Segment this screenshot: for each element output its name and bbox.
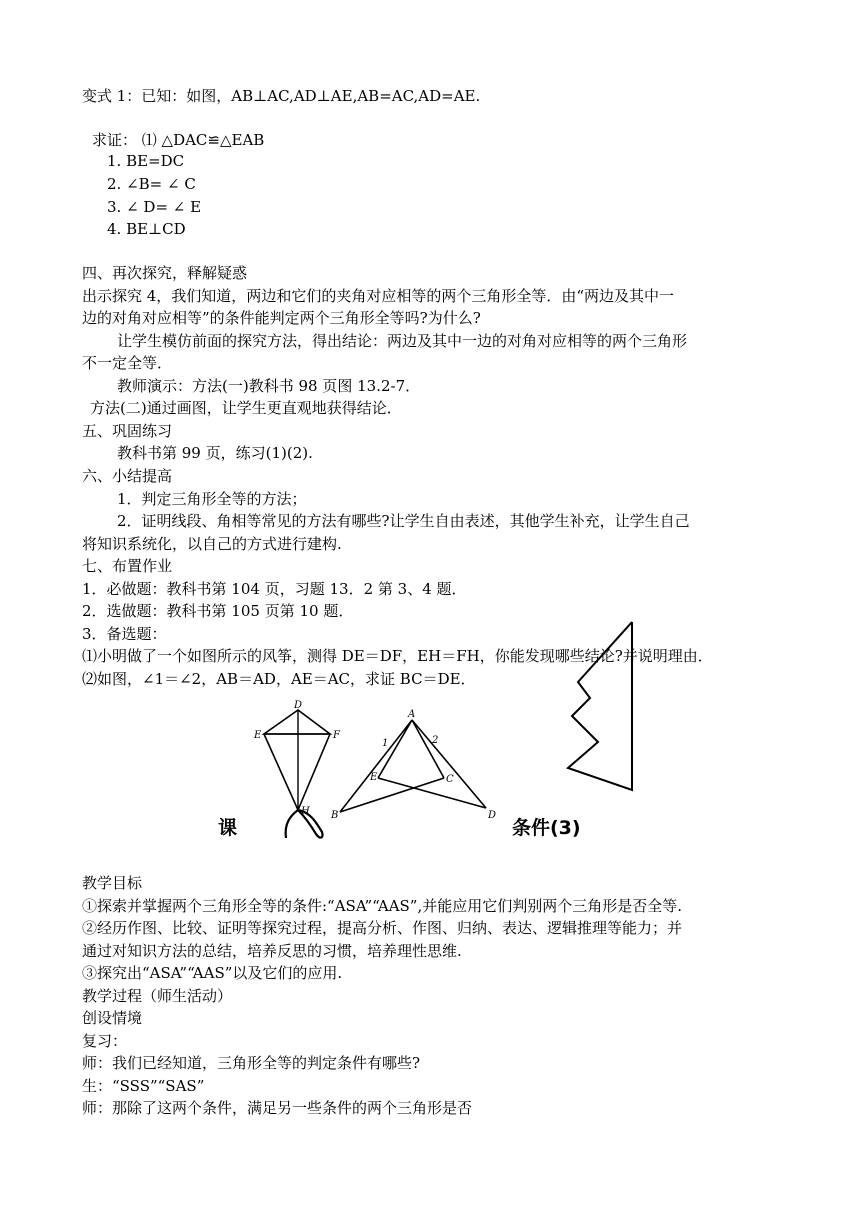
student-line-1: 生：“SSS”“SAS” bbox=[82, 1077, 205, 1095]
section5-title: 五、巩固练习 bbox=[82, 422, 173, 440]
prove-intro: 求证： ⑴ △DAC≌△EAB bbox=[92, 131, 265, 149]
kite-label-f: F bbox=[333, 730, 340, 741]
objective-2-line1: ②经历作图、比较、证明等探究过程，提高分析、作图、归纳、表达、逻辑推理等能力；并 bbox=[82, 919, 683, 937]
tri-label-d: D bbox=[488, 810, 497, 821]
prove-item-3: 3. ∠ D= ∠ E bbox=[107, 198, 202, 216]
section5-p1: 教科书第 99 页，练习(1)(2). bbox=[117, 444, 313, 462]
section4-p1-line2: 边的对角对应相等”的条件能判定两个三角形全等吗?为什么? bbox=[82, 309, 481, 327]
teacher-line-1: 师：我们已经知道，三角形全等的判定条件有哪些? bbox=[82, 1054, 421, 1072]
tri-label-c: C bbox=[446, 774, 454, 785]
zigzag-triangle-figure bbox=[560, 618, 640, 794]
prove-item-4: 4. BE⊥CD bbox=[107, 220, 186, 238]
figure-caption-left: 课 bbox=[218, 817, 238, 839]
tri-label-1: 1 bbox=[382, 738, 389, 749]
section4-title: 四、再次探究，释解疑惑 bbox=[82, 264, 248, 282]
tri-label-e: E bbox=[370, 772, 378, 783]
section4-p2-line1: 让学生模仿前面的探究方法，得出结论：两边及其中一边的对角对应相等的两个三角形 bbox=[117, 332, 688, 350]
figure-caption-right: 条件(3) bbox=[512, 817, 581, 839]
section4-p3: 教师演示：方法(一)教科书 98 页图 13.2-7． bbox=[117, 377, 421, 395]
question-1: ⑴小明做了一个如图所示的风筝，测得 DE＝DF，EH＝FH，你能发现哪些结论?并说明理由． bbox=[82, 647, 713, 665]
section6-p1: 1．判定三角形全等的方法； bbox=[117, 490, 307, 508]
objective-3: ③探究出“ASA”“AAS”以及它们的应用. bbox=[82, 964, 343, 982]
process-review: 复习： bbox=[82, 1032, 128, 1050]
objective-2-line2: 通过对知识方法的总结，培养反思的习惯，培养理性思维. bbox=[82, 942, 462, 960]
prove-item-2: 2. ∠B= ∠ C bbox=[107, 175, 196, 193]
section4-p1-line1: 出示探究 4，我们知道，两边和它们的夹角对应相等的两个三角形全等．由“两边及其中一 bbox=[82, 287, 674, 305]
section4-p4: 方法(二)通过画图，让学生更直观地获得结论． bbox=[90, 399, 402, 417]
homework-3: 3．备选题： bbox=[82, 625, 167, 643]
tri-label-2: 2 bbox=[432, 735, 439, 746]
section6-title: 六、小结提高 bbox=[82, 467, 173, 485]
kite-label-e: E bbox=[254, 730, 262, 741]
kite-label-d: D bbox=[294, 700, 303, 711]
process-title: 教学过程（师生活动） bbox=[82, 987, 233, 1005]
objective-1: ①探索并掌握两个三角形全等的条件:“ASA”“AAS”,并能应用它们判别两个三角形是否全等. bbox=[82, 897, 683, 915]
prove-item-1: 1. BE=DC bbox=[107, 152, 185, 170]
section4-p2-line2: 不一定全等． bbox=[82, 354, 173, 372]
homework-2: 2．选做题：教科书第 105 页第 10 题． bbox=[82, 602, 354, 620]
section6-p2-line1: 2．证明线段、角相等常见的方法有哪些?让学生自由表述，其他学生补充，让学生自己 bbox=[117, 512, 690, 530]
variant-heading: 变式 1：已知：如图，AB⊥AC,AD⊥AE,AB=AC,AD=AE. bbox=[82, 87, 481, 105]
objectives-title: 教学目标 bbox=[82, 874, 143, 892]
question-2: ⑵如图，∠1＝∠2，AB＝AD，AE＝AC，求证 BC＝DE． bbox=[82, 670, 476, 688]
section7-title: 七、布置作业 bbox=[82, 557, 173, 575]
triangles-figure bbox=[330, 706, 500, 824]
process-scene: 创设情境 bbox=[82, 1009, 143, 1027]
section6-p2-line2: 将知识系统化，以自己的方式进行建构. bbox=[82, 535, 342, 553]
kite-label-h: H bbox=[301, 806, 310, 817]
teacher-line-2: 师：那除了这两个条件，满足另一些条件的两个三角形是否 bbox=[82, 1099, 473, 1117]
homework-1: 1．必做题：教科书第 104 页，习题 13．2 第 3、4 题． bbox=[82, 580, 467, 598]
tri-label-a: A bbox=[408, 709, 416, 720]
tri-label-b: B bbox=[331, 810, 339, 821]
